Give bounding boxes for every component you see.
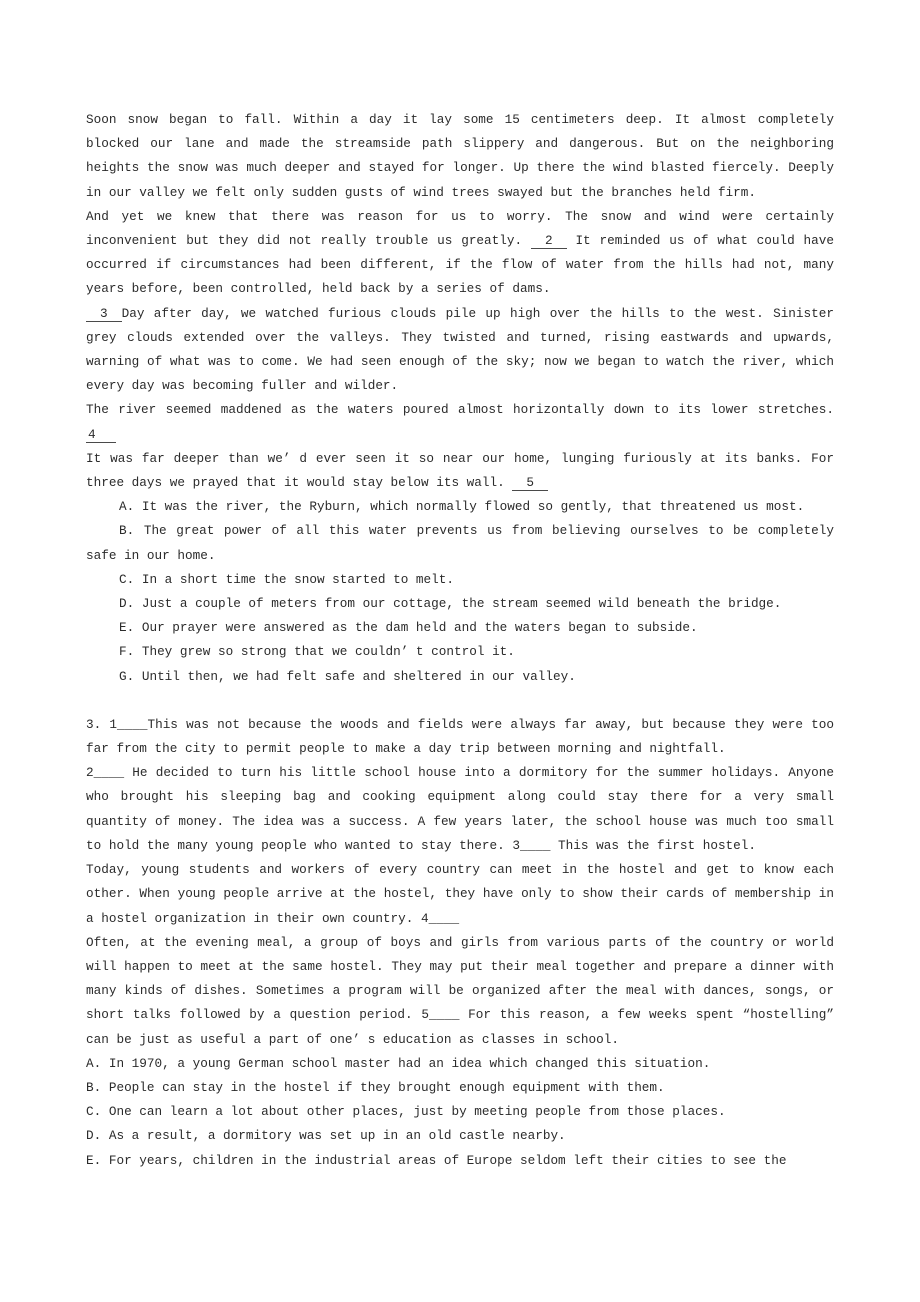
passage-1-options: [86, 495, 834, 689]
paragraph: Today, young students and workers of every country can meet in the hostel and get to know each other. When young people arrive at the hostel, they have only to show their cards of membership in a hostel organization in their own country. 4____: [86, 862, 834, 926]
option-item: E. Our prayer were answered as the dam held and the waters began to subside.: [119, 620, 698, 636]
option-item: G. Until then, we had felt safe and sheltered in our valley.: [119, 668, 576, 684]
paragraph-text: It reminded us of what could have occurred if circumstances had been different, if the flow of water from the hills had not, many years before, been controlled, held back by a series of dams.: [86, 233, 834, 297]
paragraph-text: It was far deeper than we’ d ever seen it so near our home, lunging furiously at its banks. For three days we prayed that it would stay below its wall.: [86, 450, 834, 491]
option-item: A. In 1970, a young German school master had an idea which changed this situation.: [86, 1055, 711, 1071]
option-item: E. For years, children in the industrial areas of Europe seldom left their cities to see the: [86, 1152, 787, 1168]
option-item: B. The great power of all this water prevents us from believing ourselves to be completely safe in our home.: [86, 523, 834, 563]
blank-4: 4: [86, 427, 116, 443]
blank-5: 5: [512, 475, 548, 491]
option-item: A. It was the river, the Ryburn, which normally flowed so gently, that threatened us most.: [119, 499, 805, 515]
paragraph: [86, 108, 834, 205]
paragraph: [86, 205, 834, 302]
paragraph-text: And yet we knew that there was reason for us to worry. The snow and wind were certainly inconvenient but they did not really trouble us greatly.: [86, 208, 834, 249]
exercise-3: [86, 713, 834, 1173]
paragraph: [86, 398, 834, 446]
option-item: F. They grew so strong that we couldn’ t control it.: [119, 644, 515, 660]
passage-1: [86, 108, 834, 689]
option-item: C. One can learn a lot about other places, just by meeting people from those places.: [86, 1104, 726, 1120]
option-item: B. People can stay in the hostel if they brought enough equipment with them.: [86, 1079, 665, 1095]
option-item: D. Just a couple of meters from our cottage, the stream seemed wild beneath the bridge.: [119, 596, 782, 612]
blank-3: 3: [86, 306, 122, 322]
blank-2: 2: [531, 233, 567, 249]
paragraph-text: Day after day, we watched furious clouds pile up high over the hills to the west. Sinister grey clouds extended over the valleys. They twisted and turned, rising eastwards and upwards, warning of what was to come. We had seen enough of the sky; now we began to watch the river, which every day was becoming fuller and wilder.: [86, 305, 834, 394]
paragraph: [86, 447, 834, 495]
paragraph: Often, at the evening meal, a group of boys and girls from various parts of the country or world will happen to meet at the same hostel. They may put their meal together and prepare a dinner with many kinds of dishes. Sometimes a program will be organized after the meal with dances, songs, or short talks followed by a question period. 5____ For this reason, a few weeks spent “hostelling” can be just as useful a part of one’ s education as classes in school.: [86, 934, 834, 1047]
paragraph-text: The river seemed maddened as the waters poured almost horizontally down to its lower stretches.: [86, 402, 834, 418]
paragraph: 2____ He decided to turn his little school house into a dormitory for the summer holidays. Anyone who brought his sleeping bag and cooking equipment along could stay there for a very small quantity of money. The idea was a success. A few years later, the school house was much too small to hold the many young people who wanted to stay there. 3____ This was the first hostel.: [86, 765, 834, 853]
option-item: D. As a result, a dormitory was set up in an old castle nearby.: [86, 1128, 566, 1144]
exercise-3-options: [86, 1052, 834, 1173]
paragraph: 3. 1____This was not because the woods and fields were always far away, but because they were too far from the city to permit people to make a day trip between morning and nightfall.: [86, 716, 834, 757]
option-item: C. In a short time the snow started to melt.: [119, 571, 455, 587]
paragraph: [86, 302, 834, 399]
paragraph-text: Soon snow began to fall. Within a day it lay some 15 centimeters deep. It almost completely blocked our lane and made the streamside path slippery and dangerous. But on the neighboring heights the snow was much deeper and stayed for longer. Up there the wind blasted fiercely. Deeply in our valley we felt only sudden gusts of wind trees swayed but the branches held firm.: [86, 112, 834, 200]
